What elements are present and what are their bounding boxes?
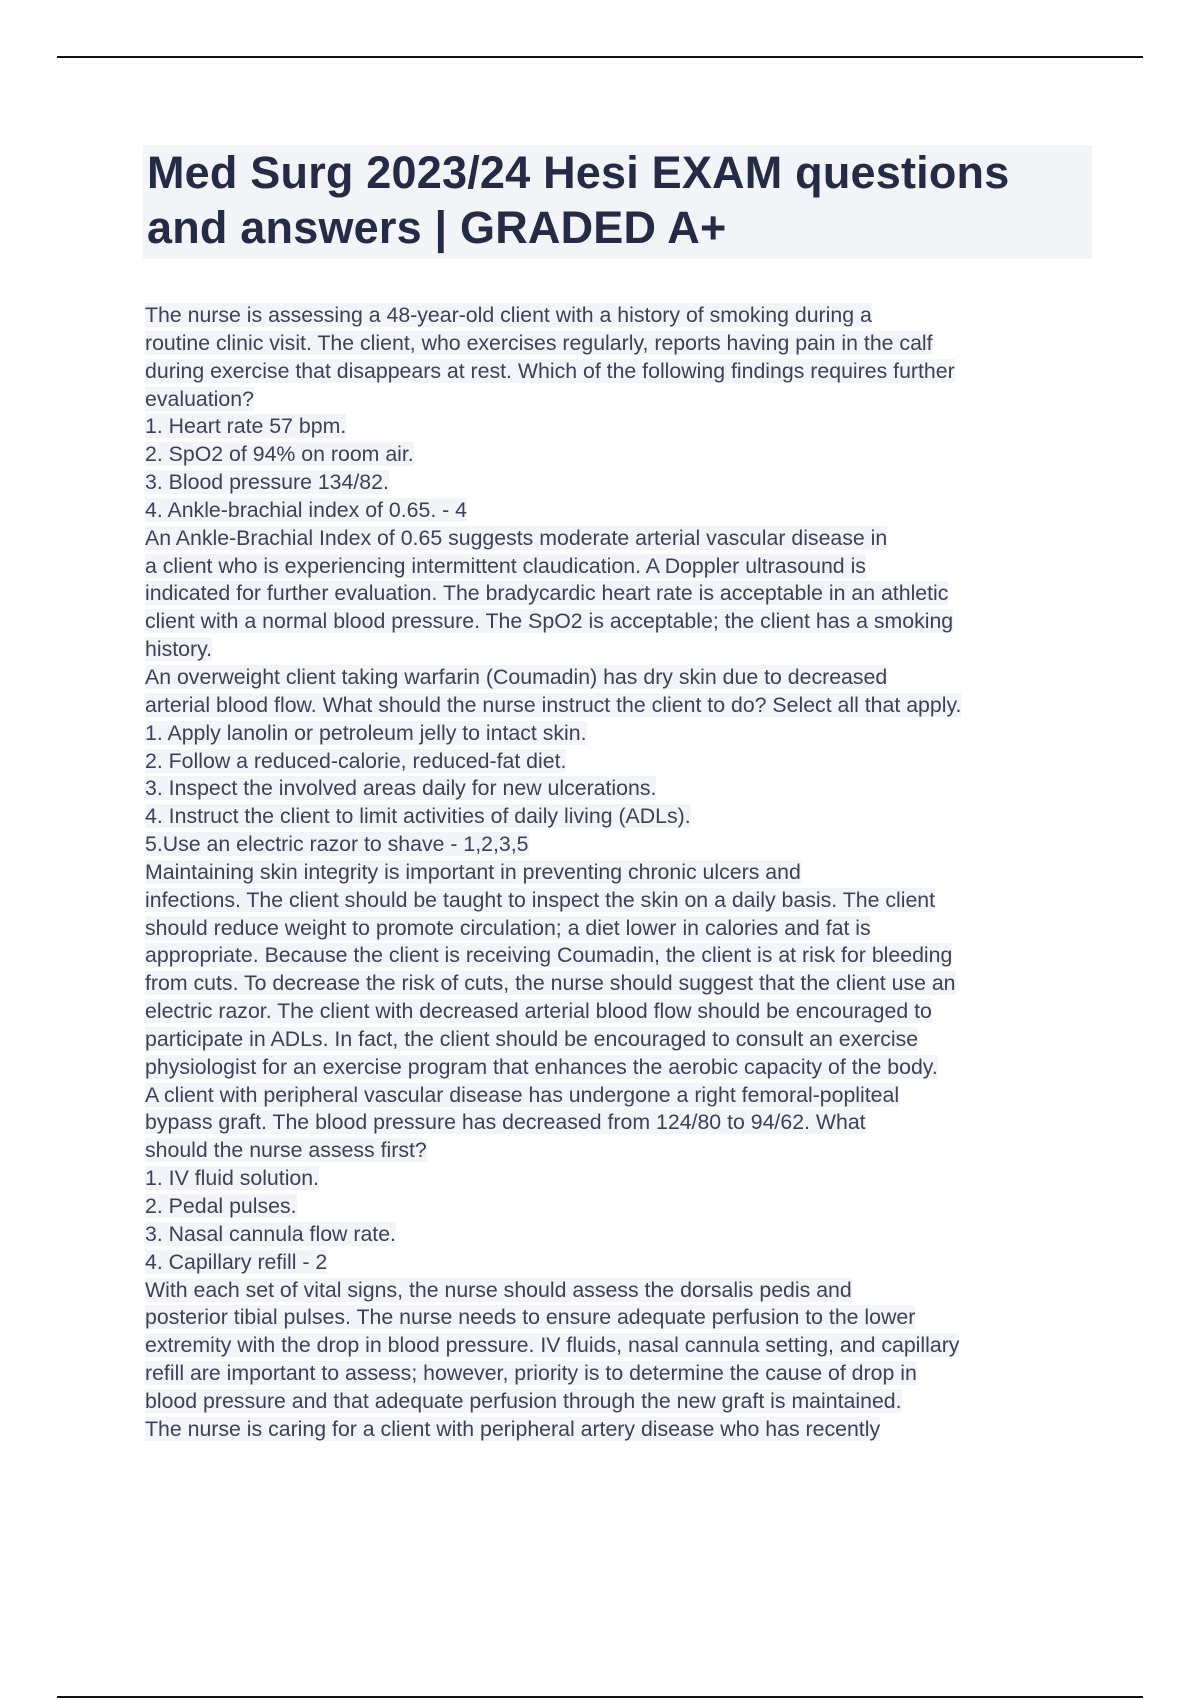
text-line: extremity with the drop in blood pressure. IV fluids, nasal cannula setting, and capillary (145, 1333, 960, 1358)
text-line: 3. Blood pressure 134/82. (145, 470, 389, 495)
text-line: An Ankle-Brachial Index of 0.65 suggests moderate arterial vascular disease in (145, 525, 888, 550)
text-line: 1. Heart rate 57 bpm. (145, 414, 347, 439)
text-line: With each set of vital signs, the nurse should assess the dorsalis pedis and (145, 1277, 852, 1302)
text-line: posterior tibial pulses. The nurse needs to ensure adequate perfusion to the lower (145, 1305, 916, 1330)
text-line: 4. Ankle-brachial index of 0.65. - 4 (145, 497, 468, 522)
text-line: An overweight client taking warfarin (Coumadin) has dry skin due to decreased (145, 664, 888, 689)
bottom-rule (57, 1696, 1143, 1698)
text-line: history. (145, 637, 213, 662)
text-line: The nurse is caring for a client with peripheral artery disease who has recently (145, 1416, 881, 1441)
text-line: 2. SpO2 of 94% on room air. (145, 442, 414, 467)
text-line: appropriate. Because the client is receiving Coumadin, the client is at risk for bleeding (145, 943, 953, 968)
text-line: arterial blood flow. What should the nurse instruct the client to do? Select all that apply. (145, 692, 962, 717)
text-line: 4. Instruct the client to limit activities of daily living (ADLs). (145, 804, 691, 829)
text-line: refill are important to assess; however, priority is to determine the cause of drop in (145, 1361, 917, 1386)
text-line: blood pressure and that adequate perfusion through the new graft is maintained. (145, 1388, 902, 1413)
top-rule (57, 56, 1143, 58)
text-line: 5.Use an electric razor to shave - 1,2,3,5 (145, 832, 529, 857)
page-title-line-1: Med Surg 2023/24 Hesi EXAM questions (147, 147, 1010, 198)
page-title-line-2: and answers | GRADED A+ (147, 202, 727, 253)
text-line: physiologist for an exercise program that enhances the aerobic capacity of the body. (145, 1054, 938, 1079)
text-line: bypass graft. The blood pressure has decreased from 124/80 to 94/62. What (145, 1110, 866, 1135)
text-line: 1. Apply lanolin or petroleum jelly to intact skin. (145, 720, 587, 745)
text-line: evaluation? (145, 386, 254, 411)
text-line: 2. Pedal pulses. (145, 1194, 297, 1218)
text-line: electric razor. The client with decreased arterial blood flow should be encouraged to (145, 999, 932, 1024)
text-line: 3. Inspect the involved areas daily for new ulcerations. (145, 776, 657, 801)
text-line: 2. Follow a reduced-calorie, reduced-fat diet. (145, 748, 567, 773)
text-line: participate in ADLs. In fact, the client should be encouraged to consult an exercise (145, 1026, 919, 1051)
text-line: A client with peripheral vascular disease has undergone a right femoral-popliteal (145, 1082, 900, 1107)
text-line: The nurse is assessing a 48-year-old client with a history of smoking during a (145, 303, 872, 327)
text-line: 4. Capillary refill - 2 (145, 1249, 328, 1274)
document-body (145, 302, 1080, 1444)
text-line: a client who is experiencing intermittent claudication. A Doppler ultrasound is (145, 553, 866, 578)
text-line: from cuts. To decrease the risk of cuts, the nurse should suggest that the client use an (145, 971, 956, 996)
text-line: Maintaining skin integrity is important in preventing chronic ulcers and (145, 859, 801, 884)
text-line: infections. The client should be taught to inspect the skin on a daily basis. The client (145, 887, 936, 912)
text-line: routine clinic visit. The client, who exercises regularly, reports having pain in the calf (145, 330, 933, 355)
title-block (143, 145, 1092, 259)
text-line: should reduce weight to promote circulation; a diet lower in calories and fat is (145, 915, 871, 940)
page-title (147, 145, 1088, 255)
text-line: 3. Nasal cannula flow rate. (145, 1221, 396, 1246)
text-line: indicated for further evaluation. The bradycardic heart rate is acceptable in an athletic (145, 581, 949, 606)
text-line: during exercise that disappears at rest. Which of the following findings requires further (145, 358, 955, 383)
text-line: client with a normal blood pressure. The SpO2 is acceptable; the client has a smoking (145, 609, 954, 634)
text-line: should the nurse assess first? (145, 1138, 427, 1163)
text-line: 1. IV fluid solution. (145, 1166, 320, 1191)
